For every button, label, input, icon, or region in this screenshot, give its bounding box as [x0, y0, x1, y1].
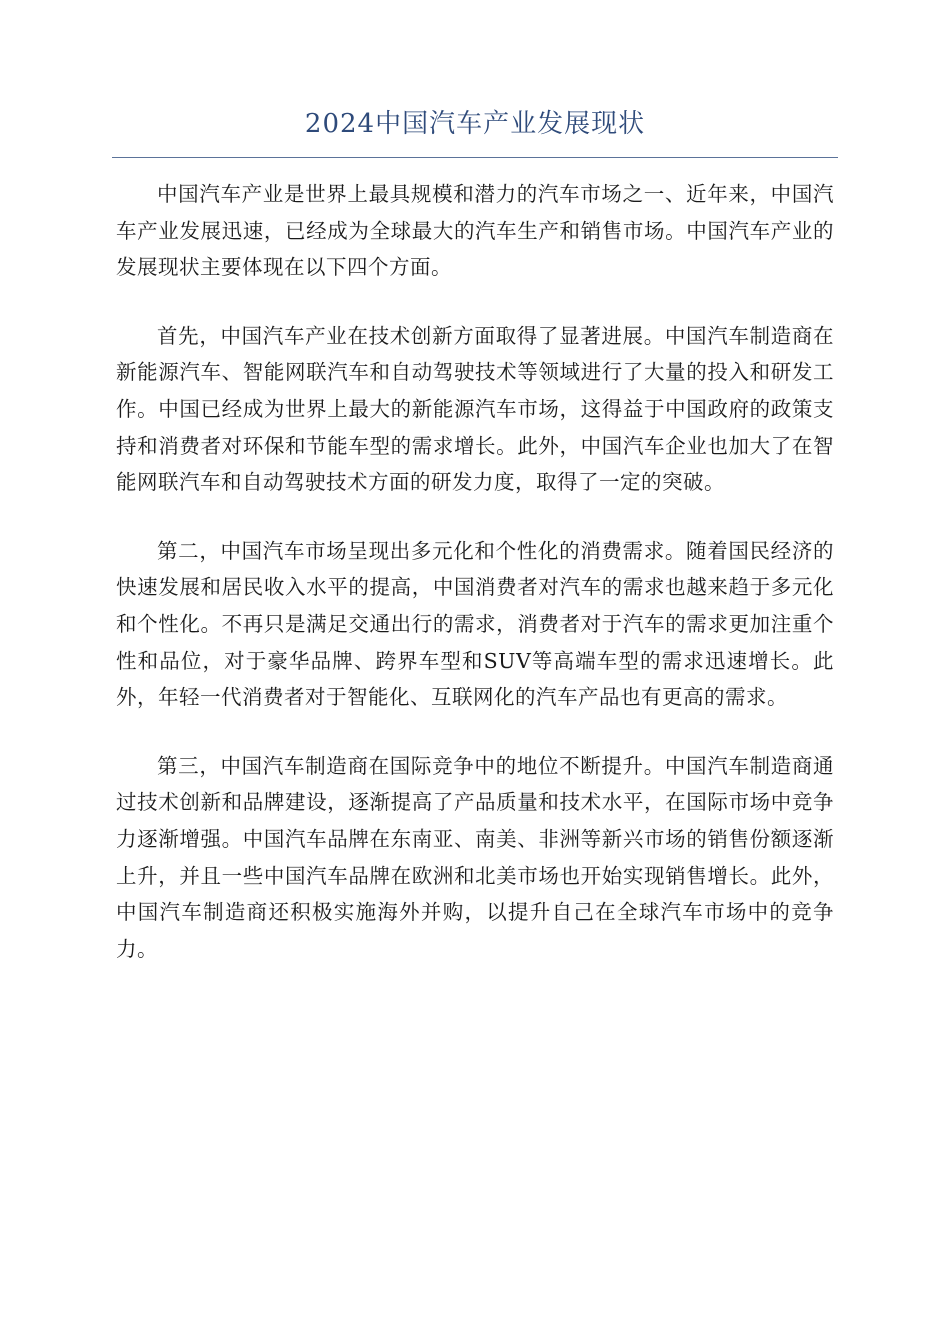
paragraph-first: 首先，中国汽车产业在技术创新方面取得了显著进展。中国汽车制造商在新能源汽车、智能网联汽车和自动驾驶技术等领域进行了大量的投入和研发工作。中国已经成为世界上最大的新能源汽车市场，这得益于中国政府的政策支持和消费者对环保和节能车型的需求增长。此外，中国汽车企业也加大了在智能网联汽车和自动驾驶技术方面的研发力度，取得了一定的突破。 [116, 323, 834, 495]
document-title: 2024中国汽车产业发展现状 [304, 109, 646, 139]
document-body [116, 176, 834, 999]
paragraph-intro: 中国汽车产业是世界上最具规模和潜力的汽车市场之一、近年来，中国汽车产业发展迅速，已经成为全球最大的汽车生产和销售市场。中国汽车产业的发展现状主要体现在以下四个方面。 [116, 182, 834, 280]
paragraph-second: 第二，中国汽车市场呈现出多元化和个性化的消费需求。随着国民经济的快速发展和居民收入水平的提高，中国消费者对汽车的需求也越来趋于多元化和个性化。不再只是满足交通出行的需求，消费者对于汽车的需求更加注重个性和品位，对于豪华品牌、跨界车型和SUV等高端车型的需求迅速增长。此外，年轻一代消费者对于智能化、互联网化的汽车产品也有更高的需求。 [116, 538, 834, 710]
title-divider [112, 157, 838, 158]
paragraph-third: 第三，中国汽车制造商在国际竞争中的地位不断提升。中国汽车制造商通过技术创新和品牌建设，逐渐提高了产品质量和技术水平，在国际市场中竞争力逐渐增强。中国汽车品牌在东南亚、南美、非洲等新兴市场的销售份额逐渐上升，并且一些中国汽车品牌在欧洲和北美市场也开始实现销售增长。此外，中国汽车制造商还积极实施海外并购，以提升自己在全球汽车市场中的竞争力。 [116, 753, 834, 961]
